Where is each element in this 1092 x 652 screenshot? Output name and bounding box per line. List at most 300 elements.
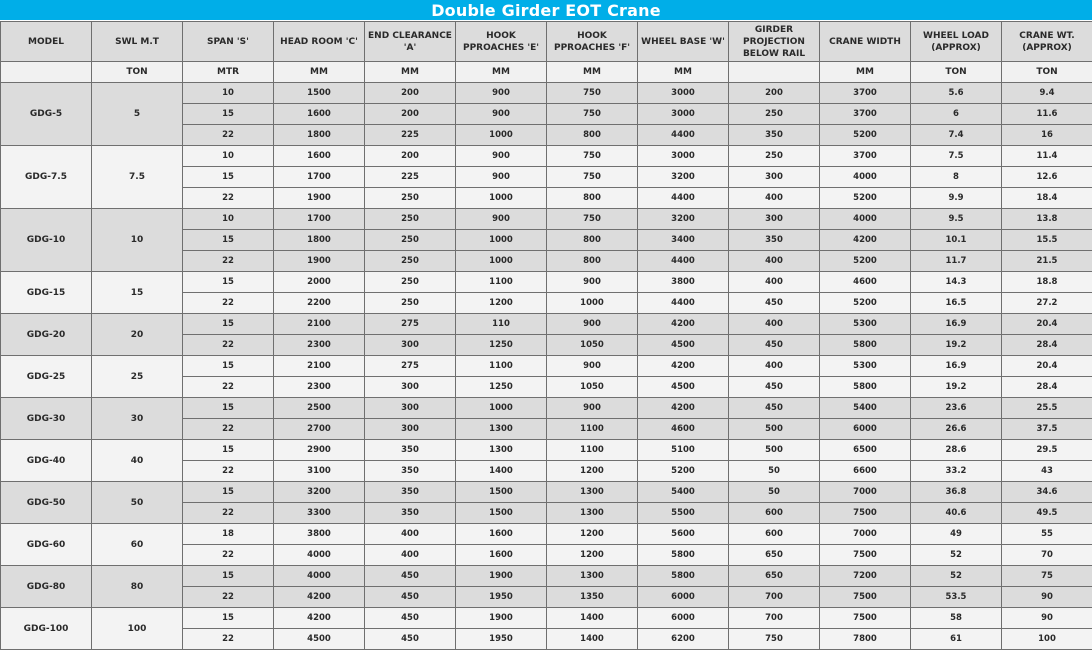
value-cell: 15 xyxy=(183,398,274,419)
value-cell: 250 xyxy=(365,272,456,293)
value-cell: 1400 xyxy=(456,461,547,482)
value-cell: 100 xyxy=(1002,629,1092,650)
value-cell: 800 xyxy=(547,230,638,251)
column-header: WHEEL BASE 'W' xyxy=(638,22,729,62)
model-cell: GDG-7.5 xyxy=(1,146,92,209)
value-cell: 37.5 xyxy=(1002,419,1092,440)
unit-cell: MM xyxy=(365,62,456,83)
value-cell: 450 xyxy=(729,293,820,314)
value-cell: 1900 xyxy=(274,188,365,209)
value-cell: 10 xyxy=(183,146,274,167)
value-cell: 4000 xyxy=(274,545,365,566)
value-cell: 700 xyxy=(729,587,820,608)
value-cell: 1100 xyxy=(547,419,638,440)
value-cell: 2100 xyxy=(274,314,365,335)
unit-cell: MM xyxy=(547,62,638,83)
table-row xyxy=(1,566,1092,587)
value-cell: 350 xyxy=(365,440,456,461)
value-cell: 12.6 xyxy=(1002,167,1092,188)
value-cell: 4000 xyxy=(820,209,911,230)
value-cell: 15.5 xyxy=(1002,230,1092,251)
model-cell: GDG-80 xyxy=(1,566,92,608)
value-cell: 18.4 xyxy=(1002,188,1092,209)
value-cell: 250 xyxy=(729,104,820,125)
value-cell: 19.2 xyxy=(911,335,1002,356)
value-cell: 1300 xyxy=(547,503,638,524)
value-cell: 450 xyxy=(365,587,456,608)
model-cell: GDG-25 xyxy=(1,356,92,398)
model-cell: GDG-30 xyxy=(1,398,92,440)
value-cell: 3400 xyxy=(638,230,729,251)
value-cell: 750 xyxy=(547,146,638,167)
swl-cell: 80 xyxy=(92,566,183,608)
model-cell: GDG-5 xyxy=(1,83,92,146)
value-cell: 1100 xyxy=(456,356,547,377)
value-cell: 400 xyxy=(365,524,456,545)
value-cell: 275 xyxy=(365,314,456,335)
column-header: CRANE WIDTH xyxy=(820,22,911,62)
table-row xyxy=(1,314,1092,335)
value-cell: 5200 xyxy=(820,125,911,146)
value-cell: 300 xyxy=(365,377,456,398)
value-cell: 14.3 xyxy=(911,272,1002,293)
value-cell: 300 xyxy=(365,335,456,356)
value-cell: 20.4 xyxy=(1002,314,1092,335)
value-cell: 1200 xyxy=(547,545,638,566)
value-cell: 1500 xyxy=(274,83,365,104)
value-cell: 3300 xyxy=(274,503,365,524)
unit-cell xyxy=(729,62,820,83)
value-cell: 1600 xyxy=(456,524,547,545)
value-cell: 3700 xyxy=(820,104,911,125)
value-cell: 5800 xyxy=(638,545,729,566)
value-cell: 350 xyxy=(365,503,456,524)
value-cell: 15 xyxy=(183,272,274,293)
value-cell: 1000 xyxy=(456,230,547,251)
crane-spec-table xyxy=(0,21,1092,650)
value-cell: 650 xyxy=(729,566,820,587)
value-cell: 900 xyxy=(456,83,547,104)
value-cell: 1100 xyxy=(547,440,638,461)
value-cell: 7500 xyxy=(820,503,911,524)
column-header: HEAD ROOM 'C' xyxy=(274,22,365,62)
value-cell: 15 xyxy=(183,167,274,188)
value-cell: 200 xyxy=(365,104,456,125)
value-cell: 250 xyxy=(365,251,456,272)
value-cell: 22 xyxy=(183,125,274,146)
model-cell: GDG-60 xyxy=(1,524,92,566)
value-cell: 11.6 xyxy=(1002,104,1092,125)
value-cell: 52 xyxy=(911,545,1002,566)
value-cell: 900 xyxy=(456,146,547,167)
value-cell: 15 xyxy=(183,230,274,251)
value-cell: 1200 xyxy=(547,461,638,482)
value-cell: 1900 xyxy=(456,608,547,629)
value-cell: 16.9 xyxy=(911,356,1002,377)
value-cell: 3800 xyxy=(274,524,365,545)
value-cell: 5500 xyxy=(638,503,729,524)
column-header: MODEL xyxy=(1,22,92,62)
value-cell: 7800 xyxy=(820,629,911,650)
value-cell: 900 xyxy=(547,356,638,377)
value-cell: 1800 xyxy=(274,125,365,146)
value-cell: 350 xyxy=(365,482,456,503)
value-cell: 700 xyxy=(729,608,820,629)
value-cell: 2300 xyxy=(274,335,365,356)
value-cell: 1300 xyxy=(547,482,638,503)
value-cell: 350 xyxy=(729,230,820,251)
value-cell: 1950 xyxy=(456,587,547,608)
value-cell: 3000 xyxy=(638,146,729,167)
value-cell: 8 xyxy=(911,167,1002,188)
value-cell: 6600 xyxy=(820,461,911,482)
unit-cell: TON xyxy=(911,62,1002,83)
value-cell: 450 xyxy=(365,629,456,650)
value-cell: 90 xyxy=(1002,587,1092,608)
value-cell: 4400 xyxy=(638,293,729,314)
value-cell: 4400 xyxy=(638,251,729,272)
value-cell: 4500 xyxy=(274,629,365,650)
value-cell: 450 xyxy=(729,398,820,419)
column-header: HOOK PPROACHES 'F' xyxy=(547,22,638,62)
value-cell: 22 xyxy=(183,188,274,209)
value-cell: 22 xyxy=(183,335,274,356)
value-cell: 28.4 xyxy=(1002,377,1092,398)
value-cell: 1600 xyxy=(456,545,547,566)
value-cell: 7000 xyxy=(820,482,911,503)
value-cell: 7200 xyxy=(820,566,911,587)
value-cell: 11.4 xyxy=(1002,146,1092,167)
value-cell: 350 xyxy=(365,461,456,482)
value-cell: 9.4 xyxy=(1002,83,1092,104)
value-cell: 1250 xyxy=(456,377,547,398)
value-cell: 5800 xyxy=(820,377,911,398)
value-cell: 22 xyxy=(183,419,274,440)
value-cell: 200 xyxy=(729,83,820,104)
table-row xyxy=(1,83,1092,104)
value-cell: 3000 xyxy=(638,83,729,104)
value-cell: 750 xyxy=(547,104,638,125)
value-cell: 10 xyxy=(183,83,274,104)
page-title: Double Girder EOT Crane xyxy=(0,0,1092,21)
value-cell: 50 xyxy=(729,482,820,503)
table-row xyxy=(1,356,1092,377)
value-cell: 52 xyxy=(911,566,1002,587)
value-cell: 1000 xyxy=(456,125,547,146)
value-cell: 900 xyxy=(547,272,638,293)
value-cell: 400 xyxy=(729,356,820,377)
value-cell: 25.5 xyxy=(1002,398,1092,419)
value-cell: 4200 xyxy=(274,608,365,629)
value-cell: 1700 xyxy=(274,167,365,188)
value-cell: 53.5 xyxy=(911,587,1002,608)
header-row xyxy=(1,22,1092,62)
value-cell: 1000 xyxy=(547,293,638,314)
swl-cell: 10 xyxy=(92,209,183,272)
value-cell: 2500 xyxy=(274,398,365,419)
value-cell: 3200 xyxy=(638,209,729,230)
column-header: END CLEARANCE 'A' xyxy=(365,22,456,62)
value-cell: 5300 xyxy=(820,356,911,377)
value-cell: 1500 xyxy=(456,503,547,524)
value-cell: 275 xyxy=(365,356,456,377)
value-cell: 2100 xyxy=(274,356,365,377)
value-cell: 58 xyxy=(911,608,1002,629)
value-cell: 36.8 xyxy=(911,482,1002,503)
value-cell: 110 xyxy=(456,314,547,335)
value-cell: 50 xyxy=(729,461,820,482)
column-header: WHEEL LOAD (APPROX) xyxy=(911,22,1002,62)
column-header: HOOK PPROACHES 'E' xyxy=(456,22,547,62)
value-cell: 5600 xyxy=(638,524,729,545)
value-cell: 350 xyxy=(729,125,820,146)
value-cell: 1200 xyxy=(547,524,638,545)
value-cell: 16.9 xyxy=(911,314,1002,335)
value-cell: 75 xyxy=(1002,566,1092,587)
value-cell: 1050 xyxy=(547,335,638,356)
swl-cell: 7.5 xyxy=(92,146,183,209)
value-cell: 16 xyxy=(1002,125,1092,146)
swl-cell: 20 xyxy=(92,314,183,356)
value-cell: 5200 xyxy=(820,251,911,272)
value-cell: 200 xyxy=(365,83,456,104)
unit-cell: TON xyxy=(1002,62,1092,83)
value-cell: 22 xyxy=(183,461,274,482)
swl-cell: 30 xyxy=(92,398,183,440)
value-cell: 55 xyxy=(1002,524,1092,545)
value-cell: 28.6 xyxy=(911,440,1002,461)
value-cell: 500 xyxy=(729,440,820,461)
table-row xyxy=(1,398,1092,419)
table-row xyxy=(1,146,1092,167)
value-cell: 800 xyxy=(547,125,638,146)
value-cell: 15 xyxy=(183,482,274,503)
value-cell: 10 xyxy=(183,209,274,230)
value-cell: 22 xyxy=(183,503,274,524)
value-cell: 800 xyxy=(547,188,638,209)
value-cell: 4600 xyxy=(638,419,729,440)
value-cell: 4000 xyxy=(820,167,911,188)
value-cell: 300 xyxy=(729,209,820,230)
value-cell: 7500 xyxy=(820,545,911,566)
value-cell: 5100 xyxy=(638,440,729,461)
value-cell: 10.1 xyxy=(911,230,1002,251)
value-cell: 5400 xyxy=(820,398,911,419)
value-cell: 15 xyxy=(183,566,274,587)
value-cell: 1900 xyxy=(274,251,365,272)
value-cell: 2300 xyxy=(274,377,365,398)
column-header: SWL M.T xyxy=(92,22,183,62)
value-cell: 1800 xyxy=(274,230,365,251)
value-cell: 1900 xyxy=(456,566,547,587)
value-cell: 18 xyxy=(183,524,274,545)
value-cell: 43 xyxy=(1002,461,1092,482)
value-cell: 250 xyxy=(729,146,820,167)
unit-cell: MTR xyxy=(183,62,274,83)
value-cell: 750 xyxy=(547,83,638,104)
value-cell: 1400 xyxy=(547,629,638,650)
value-cell: 5200 xyxy=(820,188,911,209)
value-cell: 11.7 xyxy=(911,251,1002,272)
value-cell: 2700 xyxy=(274,419,365,440)
value-cell: 1600 xyxy=(274,104,365,125)
value-cell: 4500 xyxy=(638,335,729,356)
value-cell: 16.5 xyxy=(911,293,1002,314)
value-cell: 1300 xyxy=(456,440,547,461)
value-cell: 1000 xyxy=(456,251,547,272)
value-cell: 5800 xyxy=(638,566,729,587)
value-cell: 5400 xyxy=(638,482,729,503)
column-header: CRANE WT. (APPROX) xyxy=(1002,22,1092,62)
value-cell: 1950 xyxy=(456,629,547,650)
value-cell: 1700 xyxy=(274,209,365,230)
value-cell: 400 xyxy=(365,545,456,566)
swl-cell: 40 xyxy=(92,440,183,482)
value-cell: 1600 xyxy=(274,146,365,167)
swl-cell: 15 xyxy=(92,272,183,314)
value-cell: 1300 xyxy=(547,566,638,587)
value-cell: 250 xyxy=(365,293,456,314)
value-cell: 15 xyxy=(183,314,274,335)
value-cell: 22 xyxy=(183,377,274,398)
value-cell: 7.5 xyxy=(911,146,1002,167)
value-cell: 20.4 xyxy=(1002,356,1092,377)
unit-cell: MM xyxy=(456,62,547,83)
value-cell: 49 xyxy=(911,524,1002,545)
swl-cell: 50 xyxy=(92,482,183,524)
value-cell: 5200 xyxy=(638,461,729,482)
value-cell: 450 xyxy=(729,335,820,356)
value-cell: 9.9 xyxy=(911,188,1002,209)
table-row xyxy=(1,209,1092,230)
value-cell: 1000 xyxy=(456,188,547,209)
value-cell: 22 xyxy=(183,293,274,314)
column-header: GIRDER PROJECTION BELOW RAIL xyxy=(729,22,820,62)
value-cell: 800 xyxy=(547,251,638,272)
model-cell: GDG-20 xyxy=(1,314,92,356)
value-cell: 6500 xyxy=(820,440,911,461)
value-cell: 5200 xyxy=(820,293,911,314)
value-cell: 7000 xyxy=(820,524,911,545)
value-cell: 29.5 xyxy=(1002,440,1092,461)
value-cell: 5300 xyxy=(820,314,911,335)
value-cell: 3800 xyxy=(638,272,729,293)
value-cell: 400 xyxy=(729,314,820,335)
value-cell: 3200 xyxy=(274,482,365,503)
swl-cell: 5 xyxy=(92,83,183,146)
value-cell: 900 xyxy=(547,398,638,419)
value-cell: 61 xyxy=(911,629,1002,650)
table-row xyxy=(1,272,1092,293)
value-cell: 900 xyxy=(547,314,638,335)
value-cell: 3700 xyxy=(820,146,911,167)
value-cell: 22 xyxy=(183,587,274,608)
value-cell: 600 xyxy=(729,524,820,545)
value-cell: 33.2 xyxy=(911,461,1002,482)
value-cell: 40.6 xyxy=(911,503,1002,524)
model-cell: GDG-10 xyxy=(1,209,92,272)
table-body xyxy=(1,83,1092,650)
value-cell: 4500 xyxy=(638,377,729,398)
value-cell: 7500 xyxy=(820,587,911,608)
units-row xyxy=(1,62,1092,83)
value-cell: 600 xyxy=(729,503,820,524)
value-cell: 3200 xyxy=(638,167,729,188)
value-cell: 4200 xyxy=(638,398,729,419)
value-cell: 225 xyxy=(365,167,456,188)
value-cell: 1000 xyxy=(456,398,547,419)
unit-cell: MM xyxy=(638,62,729,83)
value-cell: 200 xyxy=(365,146,456,167)
model-cell: GDG-50 xyxy=(1,482,92,524)
value-cell: 650 xyxy=(729,545,820,566)
value-cell: 900 xyxy=(456,167,547,188)
value-cell: 23.6 xyxy=(911,398,1002,419)
value-cell: 1050 xyxy=(547,377,638,398)
value-cell: 225 xyxy=(365,125,456,146)
unit-cell xyxy=(1,62,92,83)
value-cell: 250 xyxy=(365,188,456,209)
value-cell: 400 xyxy=(729,188,820,209)
value-cell: 7500 xyxy=(820,608,911,629)
value-cell: 22 xyxy=(183,251,274,272)
value-cell: 6000 xyxy=(820,419,911,440)
value-cell: 2900 xyxy=(274,440,365,461)
value-cell: 13.8 xyxy=(1002,209,1092,230)
value-cell: 18.8 xyxy=(1002,272,1092,293)
table-row xyxy=(1,608,1092,629)
table-row xyxy=(1,524,1092,545)
value-cell: 1350 xyxy=(547,587,638,608)
value-cell: 6200 xyxy=(638,629,729,650)
value-cell: 250 xyxy=(365,230,456,251)
swl-cell: 25 xyxy=(92,356,183,398)
value-cell: 19.2 xyxy=(911,377,1002,398)
value-cell: 15 xyxy=(183,356,274,377)
value-cell: 1500 xyxy=(456,482,547,503)
value-cell: 4200 xyxy=(638,314,729,335)
value-cell: 3700 xyxy=(820,83,911,104)
value-cell: 3100 xyxy=(274,461,365,482)
model-cell: GDG-100 xyxy=(1,608,92,650)
value-cell: 7.4 xyxy=(911,125,1002,146)
value-cell: 2000 xyxy=(274,272,365,293)
value-cell: 500 xyxy=(729,419,820,440)
value-cell: 6000 xyxy=(638,587,729,608)
value-cell: 300 xyxy=(729,167,820,188)
value-cell: 15 xyxy=(183,440,274,461)
value-cell: 15 xyxy=(183,608,274,629)
swl-cell: 100 xyxy=(92,608,183,650)
value-cell: 4200 xyxy=(820,230,911,251)
value-cell: 4400 xyxy=(638,125,729,146)
value-cell: 22 xyxy=(183,545,274,566)
value-cell: 21.5 xyxy=(1002,251,1092,272)
swl-cell: 60 xyxy=(92,524,183,566)
value-cell: 900 xyxy=(456,209,547,230)
value-cell: 450 xyxy=(365,566,456,587)
column-header: SPAN 'S' xyxy=(183,22,274,62)
value-cell: 400 xyxy=(729,272,820,293)
value-cell: 15 xyxy=(183,104,274,125)
value-cell: 2200 xyxy=(274,293,365,314)
value-cell: 22 xyxy=(183,629,274,650)
value-cell: 900 xyxy=(456,104,547,125)
value-cell: 4400 xyxy=(638,188,729,209)
value-cell: 49.5 xyxy=(1002,503,1092,524)
value-cell: 34.6 xyxy=(1002,482,1092,503)
value-cell: 26.6 xyxy=(911,419,1002,440)
